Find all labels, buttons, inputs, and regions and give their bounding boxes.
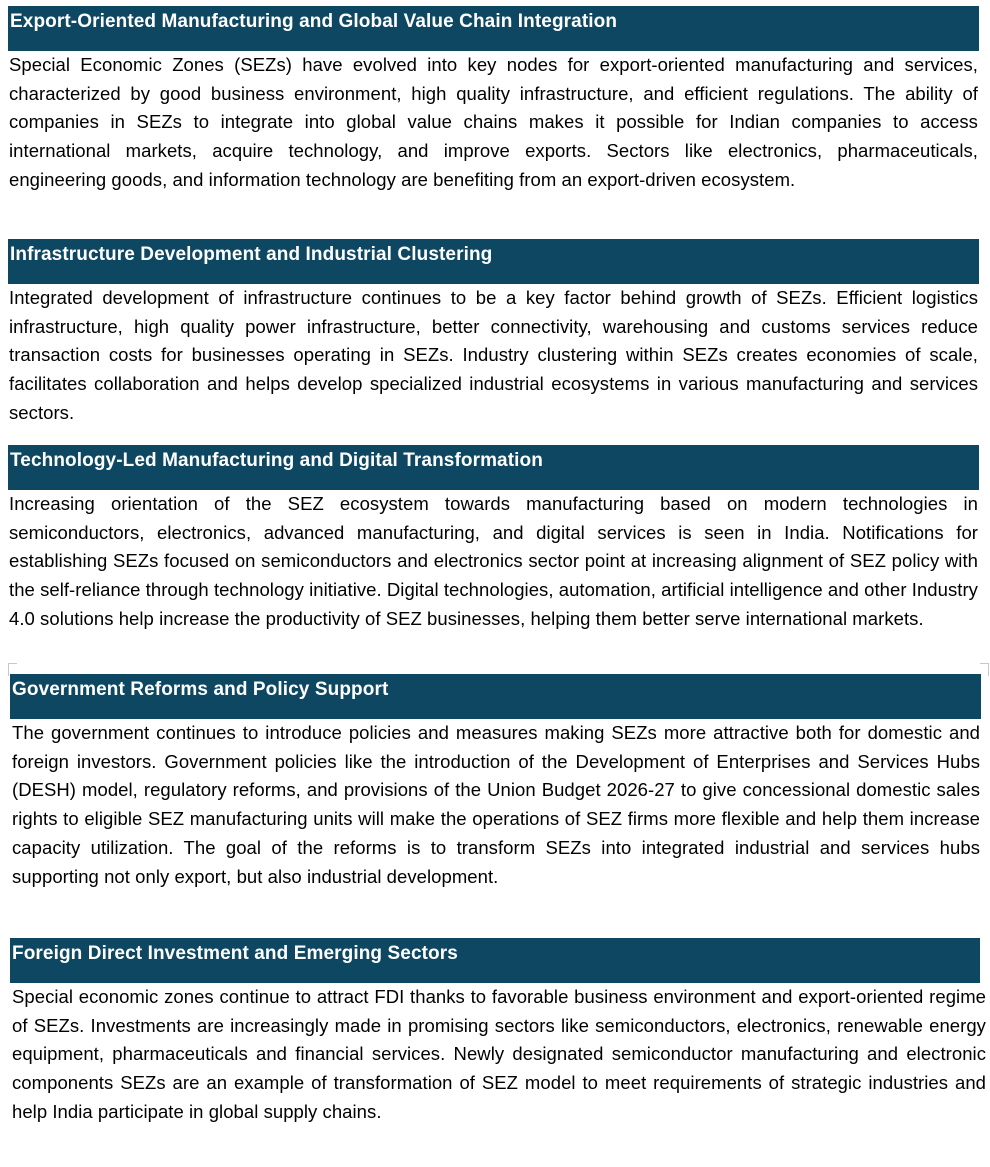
section-heading: Government Reforms and Policy Support <box>10 674 981 719</box>
section-heading: Technology-Led Manufacturing and Digital Transformation <box>8 445 979 490</box>
section-paragraph: Special economic zones continue to attract FDI thanks to favorable business environment and export-oriented regime of SEZs. Investments are increasingly made in promising sectors like semiconductors, electronics, renewable energy equipment, pharmaceuticals and financial services. Newly designated semiconductor manufacturing and electronic components SEZs are an example of transformation of SEZ model to meet requirements of strategic industries and help India participate in global supply chains. <box>12 986 986 1122</box>
page-corner-mark <box>980 663 989 676</box>
section-paragraph: Special Economic Zones (SEZs) have evolved into key nodes for export-oriented manufacturing and services, characterized by good business environment, high quality infrastructure, and efficient regulations. The ability of companies in SEZs to integrate into global value chains makes it possible for Indian companies to access international markets, acquire technology, and improve exports. Sectors like electronics, pharmaceuticals, engineering goods, and information technology are benefiting from an export-driven ecosystem. <box>9 54 978 190</box>
section-paragraph: Integrated development of infrastructure continues to be a key factor behind growth of SEZs. Efficient logistics infrastructure, high quality power infrastructure, better connectivity, warehousing and customs services reduce transaction costs for businesses operating in SEZs. Industry clustering within SEZs creates economies of scale, facilitates collaboration and helps develop specialized industrial ecosystems in various manufacturing and services sectors. <box>9 287 978 423</box>
section-heading: Foreign Direct Investment and Emerging Sectors <box>10 938 980 983</box>
section-heading: Infrastructure Development and Industrial Clustering <box>8 239 979 284</box>
section-heading: Export-Oriented Manufacturing and Global Value Chain Integration <box>8 6 979 51</box>
section-paragraph: Increasing orientation of the SEZ ecosystem towards manufacturing based on modern technologies in semiconductors, electronics, advanced manufacturing, and digital services is seen in India. Notifications for establishing SEZs focused on semiconductors and electronics sector point at increasing alignment of SEZ policy with the self-reliance through technology initiative. Digital technologies, automation, artificial intelligence and other Industry 4.0 solutions help increase the productivity of SEZ businesses, helping them better serve international markets. <box>9 493 978 629</box>
section-paragraph: The government continues to introduce policies and measures making SEZs more attractive both for domestic and foreign investors. Government policies like the introduction of the Development of Enterprises and Services Hubs (DESH) model, regulatory reforms, and provisions of the Union Budget 2026-27 to give concessional domestic sales rights to eligible SEZ manufacturing units will make the operations of SEZ firms more flexible and help them increase capacity utilization. The goal of the reforms is to transform SEZs into integrated industrial and services hubs supporting not only export, but also industrial development. <box>12 722 980 887</box>
